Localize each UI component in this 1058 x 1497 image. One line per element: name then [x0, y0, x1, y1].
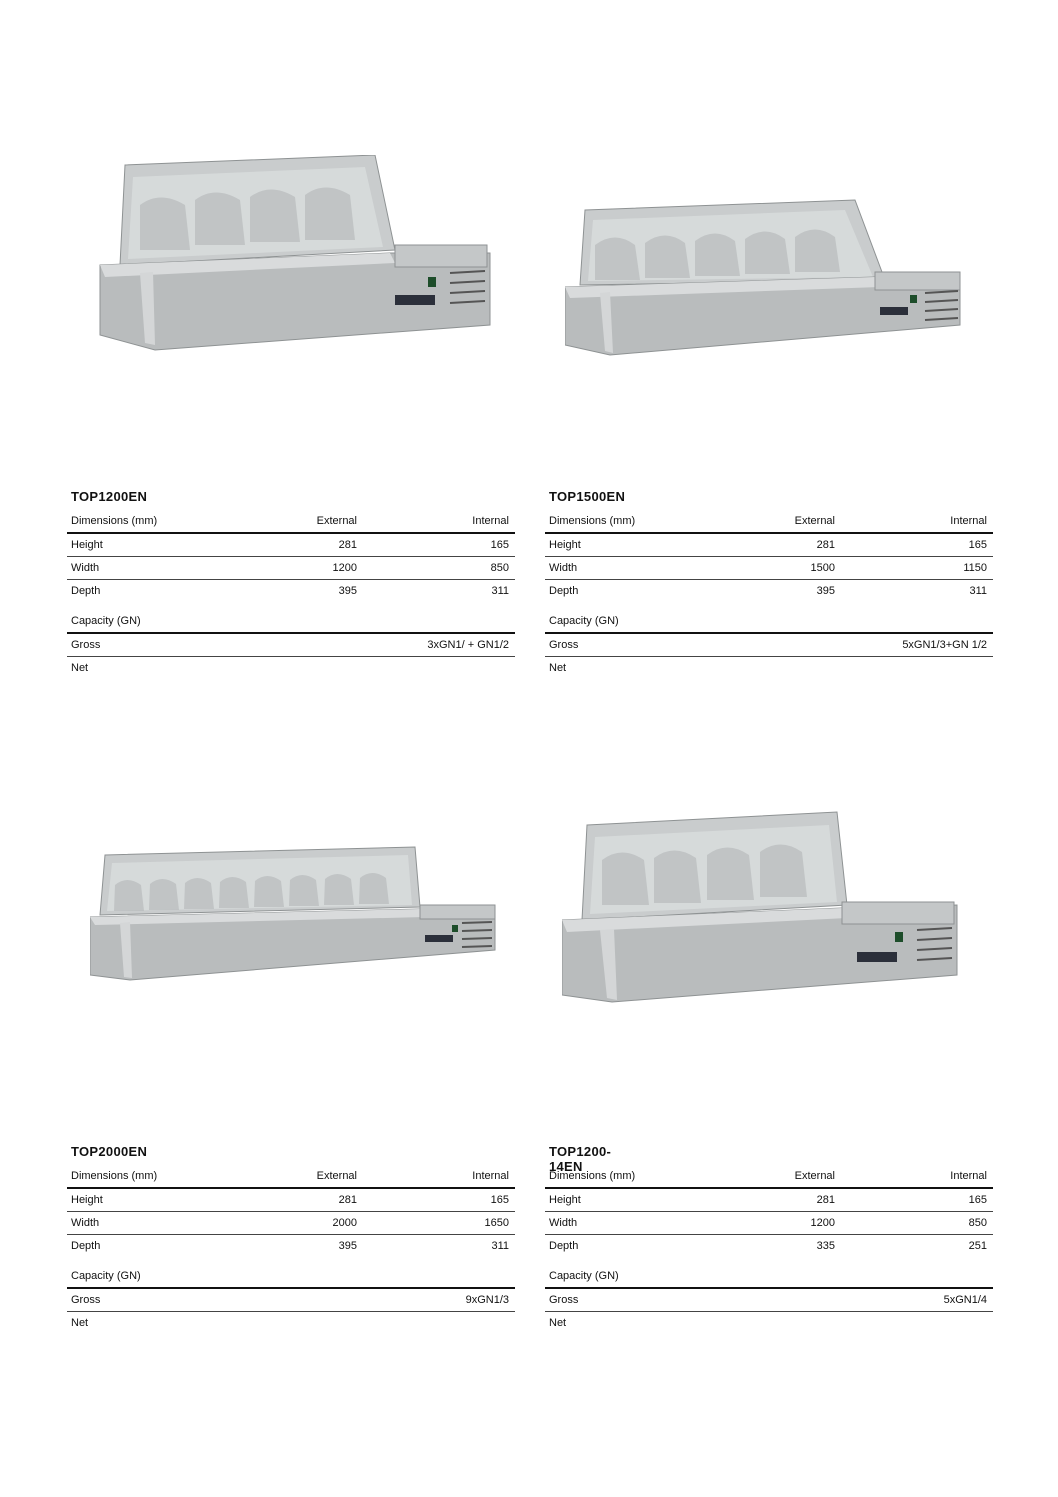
product-image — [565, 195, 965, 365]
refrigerated-unit-illustration — [565, 195, 965, 365]
spec-table — [545, 510, 993, 679]
net-row — [67, 657, 515, 679]
capacity-header — [67, 1265, 515, 1289]
table-row — [545, 557, 993, 580]
table-row — [545, 1212, 993, 1235]
table-header — [545, 510, 993, 534]
gross-label: Gross — [549, 1294, 579, 1306]
row-internal: 850 — [490, 562, 509, 574]
gross-value: 5xGN1/3+GN 1/2 — [902, 639, 987, 651]
row-internal: 311 — [491, 585, 509, 597]
gross-row — [545, 634, 993, 657]
gross-value: 3xGN1/ + GN1/2 — [427, 639, 509, 651]
product-image — [562, 810, 962, 1010]
model-title: TOP1200-14EN — [549, 1144, 612, 1174]
row-internal: 1650 — [484, 1217, 509, 1229]
row-label: Height — [71, 1194, 103, 1206]
row-external: 281 — [816, 1194, 835, 1206]
col-dimensions: Dimensions (mm) — [71, 1170, 158, 1182]
net-row — [67, 1312, 515, 1334]
row-internal: 311 — [491, 1240, 509, 1252]
net-row — [545, 657, 993, 679]
capacity-label: Capacity (GN) — [549, 1270, 619, 1282]
table-row — [67, 557, 515, 580]
model-title: TOP1500EN — [549, 489, 626, 504]
capacity-label: Capacity (GN) — [549, 615, 619, 627]
row-external: 335 — [816, 1240, 835, 1252]
row-external: 281 — [816, 539, 835, 551]
gross-value: 9xGN1/3 — [465, 1294, 509, 1306]
spec-table — [545, 1165, 993, 1334]
col-dimensions: Dimensions (mm) — [549, 515, 636, 527]
col-external: External — [794, 515, 835, 527]
row-label: Depth — [549, 1240, 579, 1252]
spec-table — [67, 1165, 515, 1334]
row-label: Depth — [549, 585, 579, 597]
net-row — [545, 1312, 993, 1334]
col-internal: Internal — [950, 515, 987, 527]
row-internal: 165 — [968, 539, 987, 551]
row-internal: 165 — [968, 1194, 987, 1206]
row-label: Width — [549, 562, 578, 574]
gross-label: Gross — [71, 1294, 101, 1306]
table-row — [67, 1189, 515, 1212]
col-internal: Internal — [472, 1170, 509, 1182]
table-row — [545, 534, 993, 557]
row-label: Height — [549, 539, 581, 551]
product-image — [90, 845, 500, 995]
col-internal: Internal — [472, 515, 509, 527]
row-internal: 165 — [490, 1194, 509, 1206]
row-internal: 165 — [490, 539, 509, 551]
net-label: Net — [549, 662, 567, 674]
row-label: Width — [71, 1217, 100, 1229]
net-label: Net — [549, 1317, 567, 1329]
table-header — [67, 510, 515, 534]
row-label: Depth — [71, 1240, 101, 1252]
row-label: Width — [549, 1217, 578, 1229]
table-row — [545, 1189, 993, 1212]
refrigerated-unit-illustration — [95, 155, 495, 355]
gross-row — [545, 1289, 993, 1312]
table-header — [67, 1165, 515, 1189]
refrigerated-unit-illustration — [562, 810, 962, 1010]
row-external: 1500 — [810, 562, 835, 574]
row-external: 1200 — [332, 562, 357, 574]
row-label: Depth — [71, 585, 101, 597]
capacity-header — [545, 1265, 993, 1289]
refrigerated-unit-illustration — [90, 845, 500, 995]
row-external: 281 — [338, 1194, 357, 1206]
row-internal: 251 — [968, 1240, 987, 1252]
net-label: Net — [71, 1317, 89, 1329]
col-internal: Internal — [950, 1170, 987, 1182]
col-dimensions: Dimensions (mm) — [549, 1170, 636, 1182]
col-external: External — [794, 1170, 835, 1182]
table-row — [67, 534, 515, 557]
table-row — [67, 1235, 515, 1257]
net-label: Net — [71, 662, 89, 674]
table-row — [67, 1212, 515, 1235]
row-external: 395 — [816, 585, 835, 597]
table-row — [545, 580, 993, 602]
row-external: 281 — [338, 539, 357, 551]
gross-row — [67, 634, 515, 657]
row-internal: 1150 — [963, 562, 987, 574]
product-image — [95, 155, 495, 355]
row-internal: 311 — [969, 585, 987, 597]
row-external: 2000 — [332, 1217, 357, 1229]
capacity-header — [67, 610, 515, 634]
col-external: External — [316, 515, 357, 527]
col-dimensions: Dimensions (mm) — [71, 515, 158, 527]
gross-row — [67, 1289, 515, 1312]
capacity-label: Capacity (GN) — [71, 615, 141, 627]
row-external: 395 — [338, 585, 357, 597]
table-header — [545, 1165, 993, 1189]
row-label: Height — [549, 1194, 581, 1206]
row-external: 1200 — [810, 1217, 835, 1229]
row-label: Width — [71, 562, 100, 574]
model-title: TOP1200EN — [71, 489, 148, 504]
row-label: Height — [71, 539, 103, 551]
table-row — [545, 1235, 993, 1257]
spec-table — [67, 510, 515, 679]
row-external: 395 — [338, 1240, 357, 1252]
row-internal: 850 — [968, 1217, 987, 1229]
capacity-header — [545, 610, 993, 634]
gross-label: Gross — [549, 639, 579, 651]
table-row — [67, 580, 515, 602]
capacity-label: Capacity (GN) — [71, 1270, 141, 1282]
gross-value: 5xGN1/4 — [943, 1294, 987, 1306]
model-title: TOP2000EN — [71, 1144, 148, 1159]
gross-label: Gross — [71, 639, 101, 651]
col-external: External — [316, 1170, 357, 1182]
